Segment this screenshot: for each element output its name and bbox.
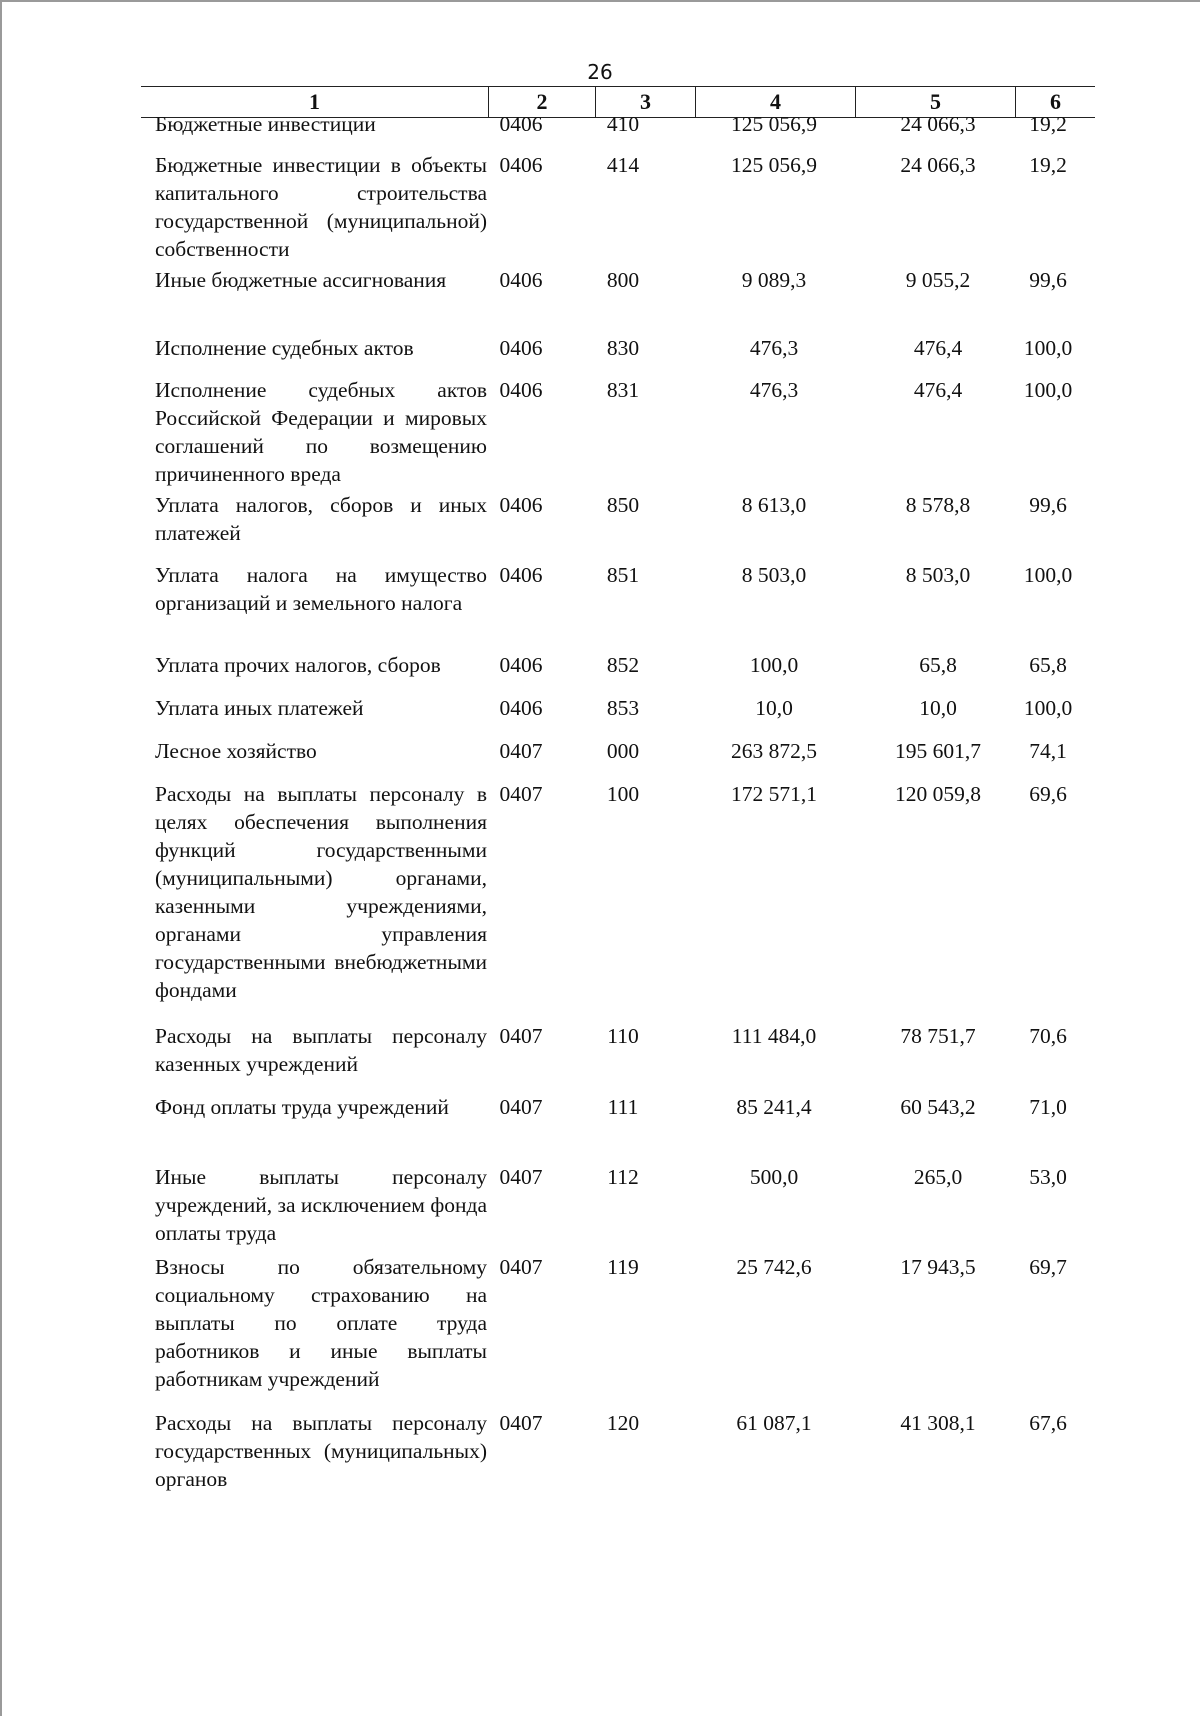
row-planned-amount: 8 613,0 bbox=[741, 493, 807, 517]
row-section-code: 0406 bbox=[499, 153, 543, 177]
row-planned-amount: 476,3 bbox=[749, 336, 799, 360]
row-execution-percent: 100,0 bbox=[1023, 336, 1073, 360]
row-execution-percent: 100,0 bbox=[1023, 563, 1073, 587]
row-section-code: 0407 bbox=[499, 1165, 543, 1189]
row-planned-amount: 10,0 bbox=[755, 696, 793, 720]
row-expense-code: 830 bbox=[606, 336, 640, 360]
row-planned-amount: 125 056,9 bbox=[731, 112, 817, 136]
row-executed-amount: 24 066,3 bbox=[900, 153, 976, 177]
scan-edge-left bbox=[0, 0, 2, 1716]
row-expense-code: 850 bbox=[606, 493, 640, 517]
header-col-3: 3 bbox=[596, 87, 696, 117]
row-execution-percent: 70,6 bbox=[1029, 1024, 1067, 1048]
row-section-code: 0407 bbox=[499, 739, 543, 763]
row-description: Фонд оплаты труда учреждений bbox=[155, 1095, 449, 1119]
row-executed-amount: 8 503,0 bbox=[905, 563, 971, 587]
row-execution-percent: 71,0 bbox=[1029, 1095, 1067, 1119]
row-executed-amount: 24 066,3 bbox=[900, 112, 976, 136]
row-executed-amount: 120 059,8 bbox=[895, 782, 981, 806]
row-expense-code: 410 bbox=[606, 112, 640, 136]
row-expense-code: 112 bbox=[607, 1165, 639, 1189]
row-section-code: 0407 bbox=[499, 1255, 543, 1279]
row-executed-amount: 265,0 bbox=[913, 1165, 963, 1189]
row-expense-code: 831 bbox=[606, 378, 640, 402]
row-executed-amount: 78 751,7 bbox=[900, 1024, 976, 1048]
row-executed-amount: 195 601,7 bbox=[895, 739, 981, 763]
row-section-code: 0406 bbox=[499, 378, 543, 402]
row-expense-code: 120 bbox=[606, 1411, 640, 1435]
row-execution-percent: 69,6 bbox=[1029, 782, 1067, 806]
row-section-code: 0407 bbox=[499, 1411, 543, 1435]
row-planned-amount: 100,0 bbox=[749, 653, 799, 677]
row-section-code: 0406 bbox=[499, 696, 543, 720]
budget-table bbox=[141, 86, 1095, 1491]
header-col-6: 6 bbox=[1050, 89, 1061, 114]
row-executed-amount: 65,8 bbox=[919, 653, 957, 677]
row-planned-amount: 111 484,0 bbox=[731, 1024, 817, 1048]
row-expense-code: 000 bbox=[606, 739, 640, 763]
row-planned-amount: 9 089,3 bbox=[741, 268, 807, 292]
row-executed-amount: 10,0 bbox=[919, 696, 957, 720]
row-description: Лесное хозяйство bbox=[155, 739, 317, 763]
row-description: Уплата налогов, сборов и иных платежей bbox=[155, 493, 487, 545]
row-planned-amount: 85 241,4 bbox=[736, 1095, 812, 1119]
row-section-code: 0406 bbox=[499, 336, 543, 360]
row-expense-code: 110 bbox=[607, 1024, 639, 1048]
row-section-code: 0406 bbox=[499, 493, 543, 517]
row-executed-amount: 476,4 bbox=[913, 378, 963, 402]
row-planned-amount: 476,3 bbox=[749, 378, 799, 402]
row-execution-percent: 100,0 bbox=[1023, 378, 1073, 402]
page-number: 26 bbox=[587, 60, 613, 84]
row-planned-amount: 8 503,0 bbox=[741, 563, 807, 587]
row-description: Исполнение судебных актов Российской Федерации и мировых соглашений по возмещению причиненного вреда bbox=[155, 378, 487, 486]
row-description: Уплата налога на имущество организаций и земельного налога bbox=[155, 563, 487, 615]
row-planned-amount: 500,0 bbox=[749, 1165, 799, 1189]
row-execution-percent: 65,8 bbox=[1029, 653, 1067, 677]
row-execution-percent: 99,6 bbox=[1029, 268, 1067, 292]
row-expense-code: 851 bbox=[606, 563, 640, 587]
row-description: Расходы на выплаты персоналу казенных учреждений bbox=[155, 1024, 487, 1076]
row-execution-percent: 53,0 bbox=[1029, 1165, 1067, 1189]
row-executed-amount: 476,4 bbox=[913, 336, 963, 360]
row-executed-amount: 17 943,5 bbox=[900, 1255, 976, 1279]
row-description: Иные бюджетные ассигнования bbox=[155, 268, 447, 292]
header-col-2: 2 bbox=[489, 87, 596, 117]
row-description: Расходы на выплаты персоналу государственных (муниципальных) органов bbox=[155, 1411, 487, 1491]
row-execution-percent: 99,6 bbox=[1029, 493, 1067, 517]
row-execution-percent: 74,1 bbox=[1029, 739, 1067, 763]
row-description: Бюджетные инвестиции в объекты капитального строительства государственной (муниципальной) собственности bbox=[155, 153, 487, 261]
row-expense-code: 119 bbox=[607, 1255, 639, 1279]
row-execution-percent: 100,0 bbox=[1023, 696, 1073, 720]
row-expense-code: 111 bbox=[607, 1095, 639, 1119]
row-planned-amount: 172 571,1 bbox=[731, 782, 817, 806]
header-col-4: 4 bbox=[696, 87, 856, 117]
row-description: Уплата прочих налогов, сборов bbox=[155, 653, 441, 677]
row-section-code: 0406 bbox=[499, 563, 543, 587]
row-executed-amount: 8 578,8 bbox=[905, 493, 971, 517]
row-execution-percent: 19,2 bbox=[1029, 153, 1067, 177]
row-section-code: 0406 bbox=[499, 268, 543, 292]
row-planned-amount: 125 056,9 bbox=[731, 153, 817, 177]
row-section-code: 0407 bbox=[499, 1024, 543, 1048]
row-description: Иные выплаты персоналу учреждений, за исключением фонда оплаты труда bbox=[155, 1165, 487, 1245]
row-expense-code: 414 bbox=[606, 153, 640, 177]
row-expense-code: 852 bbox=[606, 653, 640, 677]
header-col-5: 5 bbox=[856, 87, 1016, 117]
row-description: Исполнение судебных актов bbox=[155, 336, 414, 360]
row-section-code: 0407 bbox=[499, 782, 543, 806]
row-description: Бюджетные инвестиции bbox=[155, 112, 376, 136]
row-execution-percent: 67,6 bbox=[1029, 1411, 1067, 1435]
row-description: Расходы на выплаты персоналу в целях обеспечения выполнения функций государственными (муниципальными) органами, казенными учреждениями, органами управления государственными внебюджетными фондами bbox=[155, 782, 487, 1002]
row-description: Взносы по обязательному социальному страхованию на выплаты по оплате труда работников и иные выплаты работникам учреждений bbox=[155, 1255, 487, 1391]
row-section-code: 0406 bbox=[499, 653, 543, 677]
row-executed-amount: 41 308,1 bbox=[900, 1411, 976, 1435]
row-executed-amount: 60 543,2 bbox=[900, 1095, 976, 1119]
row-description: Уплата иных платежей bbox=[155, 696, 364, 720]
header-col-1: 1 bbox=[141, 87, 489, 117]
row-expense-code: 800 bbox=[606, 268, 640, 292]
row-section-code: 0407 bbox=[499, 1095, 543, 1119]
row-expense-code: 100 bbox=[606, 782, 640, 806]
row-execution-percent: 69,7 bbox=[1029, 1255, 1067, 1279]
row-planned-amount: 25 742,6 bbox=[736, 1255, 812, 1279]
row-planned-amount: 263 872,5 bbox=[731, 739, 817, 763]
row-planned-amount: 61 087,1 bbox=[736, 1411, 812, 1435]
row-execution-percent: 19,2 bbox=[1029, 112, 1067, 136]
row-executed-amount: 9 055,2 bbox=[905, 268, 971, 292]
row-expense-code: 853 bbox=[606, 696, 640, 720]
scan-edge-top bbox=[0, 0, 1200, 2]
row-section-code: 0406 bbox=[499, 112, 543, 136]
